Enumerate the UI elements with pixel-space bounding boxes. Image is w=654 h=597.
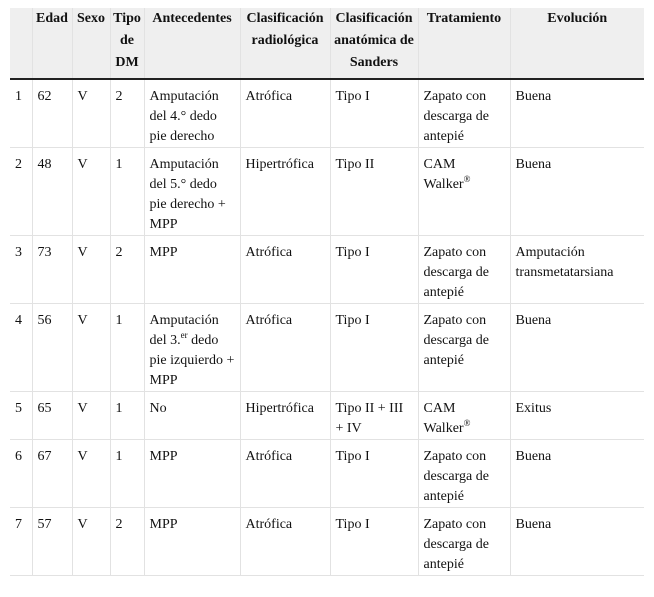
cell-evolucion: Amputación transmetatarsiana xyxy=(510,236,644,304)
table-row xyxy=(10,392,644,440)
cell-evolucion: Buena xyxy=(510,304,644,392)
cell-edad: 73 xyxy=(32,236,72,304)
cell-index: 7 xyxy=(10,508,32,576)
cell-sanders: Tipo I xyxy=(330,79,418,148)
cell-index: 3 xyxy=(10,236,32,304)
cell-sexo: V xyxy=(72,508,110,576)
cell-antecedentes: MPP xyxy=(144,440,240,508)
header-sexo: Sexo xyxy=(72,8,110,79)
cell-antecedentes: MPP xyxy=(144,508,240,576)
cell-tratamiento: Zapato con descarga de antepié xyxy=(418,304,510,392)
cell-sanders: Tipo II xyxy=(330,148,418,236)
header-edad: Edad xyxy=(32,8,72,79)
header-index xyxy=(10,8,32,79)
cell-edad: 65 xyxy=(32,392,72,440)
cell-sexo: V xyxy=(72,304,110,392)
cell-index: 1 xyxy=(10,79,32,148)
cell-tipo-dm: 1 xyxy=(110,148,144,236)
cell-radiologica: Hipertrófica xyxy=(240,148,330,236)
cell-antecedentes: Amputación del 4.° dedo pie derecho xyxy=(144,79,240,148)
data-table-container xyxy=(10,8,644,576)
cell-tipo-dm: 2 xyxy=(110,236,144,304)
cell-edad: 57 xyxy=(32,508,72,576)
cell-edad: 62 xyxy=(32,79,72,148)
cell-radiologica: Hipertrófica xyxy=(240,392,330,440)
cell-sexo: V xyxy=(72,236,110,304)
cell-radiologica: Atrófica xyxy=(240,508,330,576)
cell-index: 5 xyxy=(10,392,32,440)
cell-evolucion: Buena xyxy=(510,148,644,236)
cell-radiologica: Atrófica xyxy=(240,304,330,392)
cell-radiologica: Atrófica xyxy=(240,79,330,148)
antecedentes-text: Amputación del 3. xyxy=(149,313,219,348)
table-header xyxy=(10,8,644,79)
cell-edad: 48 xyxy=(32,148,72,236)
cell-evolucion: Exitus xyxy=(510,392,644,440)
cell-edad: 67 xyxy=(32,440,72,508)
cell-antecedentes: No xyxy=(144,392,240,440)
table-row xyxy=(10,440,644,508)
cell-sexo: V xyxy=(72,79,110,148)
header-evolucion: Evolución xyxy=(510,8,644,79)
patients-table xyxy=(10,8,644,576)
header-tipo-dm: Tipo de DM xyxy=(110,8,144,79)
registered-mark: ® xyxy=(463,418,471,428)
cell-tipo-dm: 1 xyxy=(110,440,144,508)
cell-evolucion: Buena xyxy=(510,508,644,576)
cell-index: 2 xyxy=(10,148,32,236)
header-antecedentes: Antecedentes xyxy=(144,8,240,79)
cell-tipo-dm: 1 xyxy=(110,304,144,392)
cell-antecedentes: Amputación del 5.° dedo pie derecho + MPP xyxy=(144,148,240,236)
header-clasificacion-radiologica: Clasificación radiológica xyxy=(240,8,330,79)
cell-edad: 56 xyxy=(32,304,72,392)
tratamiento-text: CAM Walker xyxy=(423,157,464,192)
cell-evolucion: Buena xyxy=(510,440,644,508)
cell-radiologica: Atrófica xyxy=(240,440,330,508)
cell-sanders: Tipo I xyxy=(330,304,418,392)
cell-sanders: Tipo I xyxy=(330,440,418,508)
cell-tipo-dm: 2 xyxy=(110,508,144,576)
antecedentes-text-cont: dedo pie izquierdo + MPP xyxy=(149,333,235,388)
cell-tipo-dm: 1 xyxy=(110,392,144,440)
table-row xyxy=(10,79,644,148)
header-tratamiento: Tratamiento xyxy=(418,8,510,79)
cell-tratamiento: Zapato con descarga de antepié xyxy=(418,79,510,148)
table-row xyxy=(10,236,644,304)
cell-tratamiento xyxy=(418,392,510,440)
cell-tratamiento: Zapato con descarga de antepié xyxy=(418,236,510,304)
cell-sanders: Tipo I xyxy=(330,236,418,304)
cell-evolucion: Buena xyxy=(510,79,644,148)
cell-tratamiento: Zapato con descarga de antepié xyxy=(418,508,510,576)
ordinal-suffix: er xyxy=(180,330,188,340)
cell-tipo-dm: 2 xyxy=(110,79,144,148)
cell-index: 6 xyxy=(10,440,32,508)
cell-sexo: V xyxy=(72,440,110,508)
table-row xyxy=(10,508,644,576)
cell-sanders: Tipo II + III + IV xyxy=(330,392,418,440)
cell-sexo: V xyxy=(72,392,110,440)
cell-radiologica: Atrófica xyxy=(240,236,330,304)
cell-antecedentes: MPP xyxy=(144,236,240,304)
cell-sanders: Tipo I xyxy=(330,508,418,576)
tratamiento-text: CAM Walker xyxy=(423,401,464,436)
cell-sexo: V xyxy=(72,148,110,236)
table-body xyxy=(10,79,644,576)
registered-mark: ® xyxy=(463,174,471,184)
cell-index: 4 xyxy=(10,304,32,392)
header-clasificacion-sanders: Clasificación anatómica de Sanders xyxy=(330,8,418,79)
cell-antecedentes xyxy=(144,304,240,392)
table-row xyxy=(10,148,644,236)
cell-tratamiento xyxy=(418,148,510,236)
cell-tratamiento: Zapato con descarga de antepié xyxy=(418,440,510,508)
table-row xyxy=(10,304,644,392)
